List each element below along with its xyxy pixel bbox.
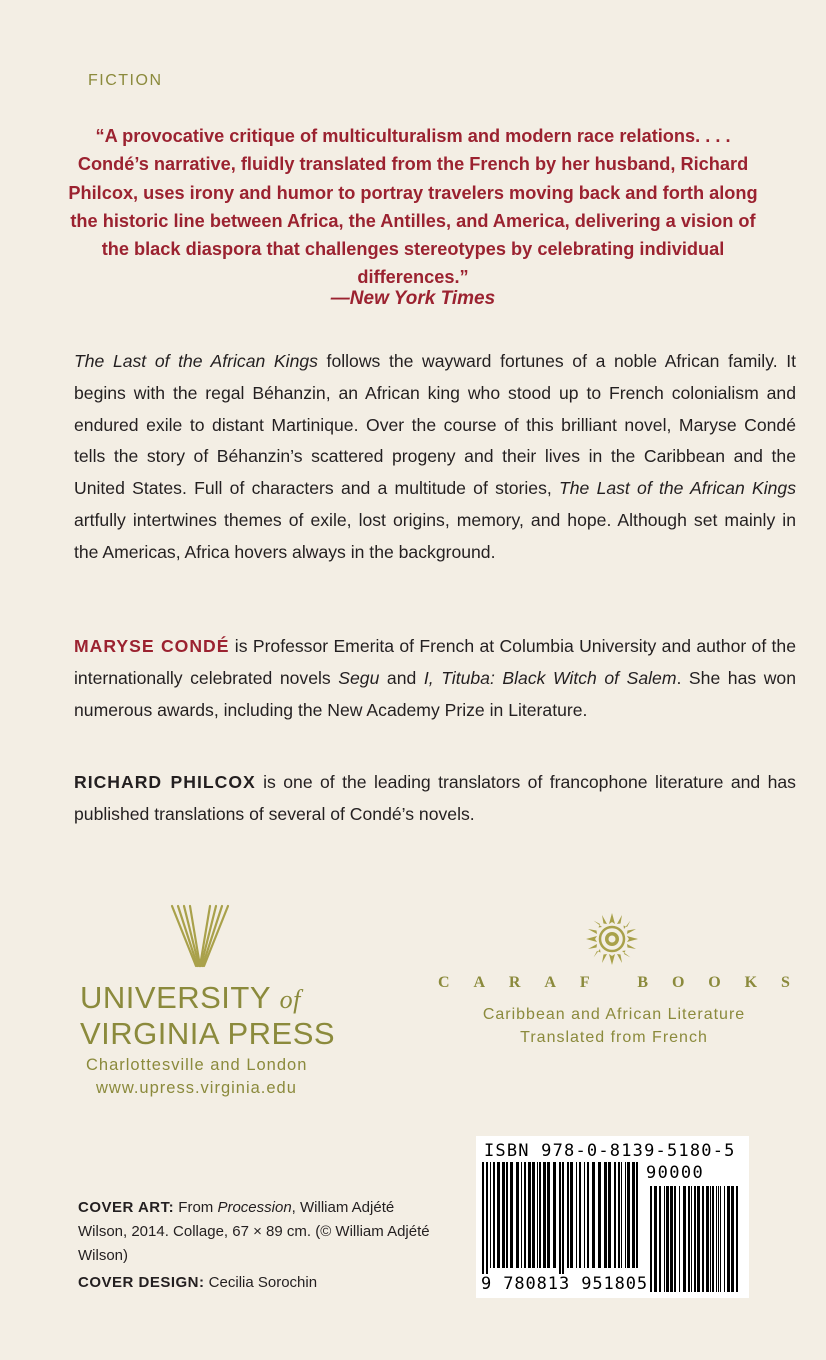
barcode-bar bbox=[497, 1162, 500, 1268]
barcode-bar bbox=[562, 1162, 564, 1278]
cover-design-text: Cecilia Sorochin bbox=[204, 1274, 318, 1291]
series-letter: O bbox=[708, 974, 721, 991]
barcode-bar bbox=[570, 1162, 573, 1268]
summary-text-1: follows the wayward fortunes of a noble African family. It begins with the regal Béhanzin, an African king who stood up to French colonialism and endured exile to distant Martinique. Over the course of this brilliant novel, Maryse Condé tells the story of Béhanzin’s scattered progeny and their lives in the Caribbean and the United States. Full of characters and a multitude of stories, bbox=[74, 351, 796, 499]
translator-bio bbox=[74, 767, 796, 831]
barcode-bar bbox=[666, 1186, 669, 1292]
barcode-bar bbox=[592, 1162, 595, 1268]
series-letter: F bbox=[579, 974, 590, 991]
barcode-bar bbox=[516, 1162, 519, 1268]
open-book-icon bbox=[168, 904, 232, 972]
book-title-2: The Last of the African Kings bbox=[559, 478, 796, 499]
barcode-bar bbox=[659, 1186, 661, 1292]
barcode-bar bbox=[716, 1186, 717, 1292]
ean-number: 9 780813 951805 bbox=[481, 1274, 649, 1294]
barcode-bar bbox=[654, 1186, 657, 1292]
barcode-bar bbox=[702, 1186, 704, 1292]
author-name: MARYSE CONDÉ bbox=[74, 636, 230, 656]
barcode-bar bbox=[537, 1162, 538, 1268]
barcode-bar bbox=[691, 1186, 692, 1292]
barcode-bar bbox=[718, 1186, 719, 1292]
barcode-bar bbox=[528, 1162, 531, 1268]
barcode-bar bbox=[579, 1162, 581, 1268]
barcode-bar bbox=[553, 1162, 556, 1268]
review-attribution: —New York Times bbox=[330, 288, 496, 309]
barcode-bar bbox=[679, 1186, 680, 1292]
barcode-bar bbox=[636, 1162, 638, 1268]
barcode-bar bbox=[706, 1186, 709, 1292]
publisher-url: www.upress.virginia.edu bbox=[96, 1079, 297, 1097]
barcode-bar bbox=[567, 1162, 569, 1268]
series-letter: O bbox=[671, 974, 685, 991]
barcode-bar bbox=[727, 1186, 730, 1292]
series-letter: R bbox=[508, 974, 521, 991]
cover-design-label: COVER DESIGN: bbox=[78, 1274, 205, 1291]
series-subtitle-2: Translated from French bbox=[520, 1029, 708, 1046]
addon-barcode bbox=[648, 1186, 742, 1292]
genre-label: FICTION bbox=[88, 72, 163, 89]
barcode-bar bbox=[506, 1162, 508, 1268]
series-letter: K bbox=[744, 974, 758, 991]
barcode-bar bbox=[736, 1186, 738, 1292]
barcode-bar bbox=[720, 1186, 721, 1292]
barcode-bar bbox=[694, 1186, 696, 1292]
barcode-bar bbox=[614, 1162, 616, 1268]
cover-design-credit bbox=[78, 1271, 438, 1295]
barcode-bar bbox=[576, 1162, 577, 1268]
cover-art-label: COVER ART: bbox=[78, 1199, 175, 1216]
cover-art-text-2: , William Adjété Wilson, 2014. Collage, 67 × 89 cm. (© William Adjété Wilson) bbox=[78, 1199, 430, 1264]
cover-art-text-1: From bbox=[174, 1199, 218, 1216]
barcode-bar bbox=[688, 1186, 690, 1292]
barcode-bar bbox=[664, 1186, 665, 1292]
ean-barcode bbox=[480, 1162, 640, 1278]
barcode-bar bbox=[587, 1162, 589, 1268]
barcode-bar bbox=[547, 1162, 550, 1268]
barcode-bar bbox=[604, 1162, 607, 1268]
sun-icon bbox=[585, 912, 639, 966]
barcode-bar bbox=[697, 1186, 700, 1292]
barcode-bar bbox=[618, 1162, 620, 1268]
barcode-bar bbox=[598, 1162, 601, 1268]
barcode-bar bbox=[584, 1162, 585, 1268]
barcode-bar bbox=[521, 1162, 522, 1268]
barcode-bar bbox=[674, 1186, 676, 1292]
barcode-bar bbox=[621, 1162, 622, 1268]
author-book-1: Segu bbox=[338, 667, 380, 688]
barcode-bar bbox=[510, 1162, 513, 1268]
barcode-bar bbox=[625, 1162, 626, 1268]
barcode-bar bbox=[724, 1186, 725, 1292]
translator-name: RICHARD PHILCOX bbox=[74, 772, 256, 792]
barcode-bar bbox=[543, 1162, 546, 1268]
barcode-bar bbox=[532, 1162, 535, 1268]
author-bio bbox=[74, 631, 796, 726]
barcode-bar bbox=[490, 1162, 491, 1268]
barcode-bar bbox=[486, 1162, 488, 1278]
barcode-bar bbox=[683, 1186, 686, 1292]
barcode-bar bbox=[632, 1162, 635, 1268]
author-book-2: I, Tituba: Black Witch of Salem bbox=[423, 667, 677, 688]
publisher-name-line-2: VIRGINIA PRESS bbox=[80, 1016, 336, 1051]
series-letter: C bbox=[438, 974, 450, 991]
series-letter: S bbox=[780, 974, 790, 991]
book-summary bbox=[74, 346, 796, 569]
barcode-bar bbox=[482, 1162, 484, 1278]
barcode-bar bbox=[493, 1162, 495, 1268]
barcode-bar bbox=[710, 1186, 711, 1292]
summary-text-2: artfully intertwines themes of exile, lost origins, memory, and hope. Although set mainly in the Americas, Africa hovers always in the background. bbox=[74, 509, 796, 562]
barcode-bar bbox=[712, 1186, 714, 1292]
cover-art-credit bbox=[78, 1196, 438, 1268]
barcode-bar bbox=[524, 1162, 526, 1268]
book-title: The Last of the African Kings bbox=[74, 351, 318, 371]
price-code: 90000 bbox=[646, 1163, 705, 1183]
isbn-number: ISBN 978-0-8139-5180-5 bbox=[484, 1141, 736, 1161]
series-letter: A bbox=[473, 974, 486, 991]
author-bio-text-1: is Professor Emerita of French at Columbia University and author of the internationally celebrated novels bbox=[74, 636, 796, 688]
series-subtitle-1: Caribbean and African Literature bbox=[482, 1006, 746, 1023]
barcode-bar bbox=[650, 1186, 652, 1292]
series-letter: A bbox=[544, 974, 556, 991]
barcode-bar bbox=[559, 1162, 561, 1278]
barcode-bar bbox=[627, 1162, 630, 1268]
barcode-bar bbox=[731, 1186, 734, 1292]
publisher-university: UNIVERSITY bbox=[80, 980, 271, 1015]
barcode-bar bbox=[670, 1186, 673, 1292]
author-bio-text-2: . She has won numerous awards, including the New Academy Prize in Literature. bbox=[74, 667, 797, 720]
publisher-name-line-1 bbox=[80, 980, 340, 1016]
publisher-of: of bbox=[279, 985, 301, 1014]
barcode-bar bbox=[608, 1162, 611, 1268]
publisher-city: Charlottesville and London bbox=[86, 1056, 308, 1074]
series-title bbox=[438, 974, 790, 992]
translator-bio-text: is one of the leading translators of francophone literature and has published translations of several of Condé’s novels. bbox=[74, 772, 796, 824]
cover-art-title: Procession bbox=[217, 1199, 292, 1216]
author-bio-and: and bbox=[379, 667, 424, 688]
barcode-bar bbox=[502, 1162, 505, 1268]
review-quote: “A provocative critique of multiculturalism and modern race relations. . . . Condé’s narrative, fluidly translated from the French by her husband, Richard Philcox, uses irony and humor to portray travelers moving back and forth along the historic line between Africa, the Antilles, and America, delivering a vision of the black diaspora that challenges stereotypes by celebrating individual differences.” bbox=[68, 126, 758, 288]
barcode-bar bbox=[539, 1162, 541, 1268]
series-letter: B bbox=[637, 974, 649, 991]
